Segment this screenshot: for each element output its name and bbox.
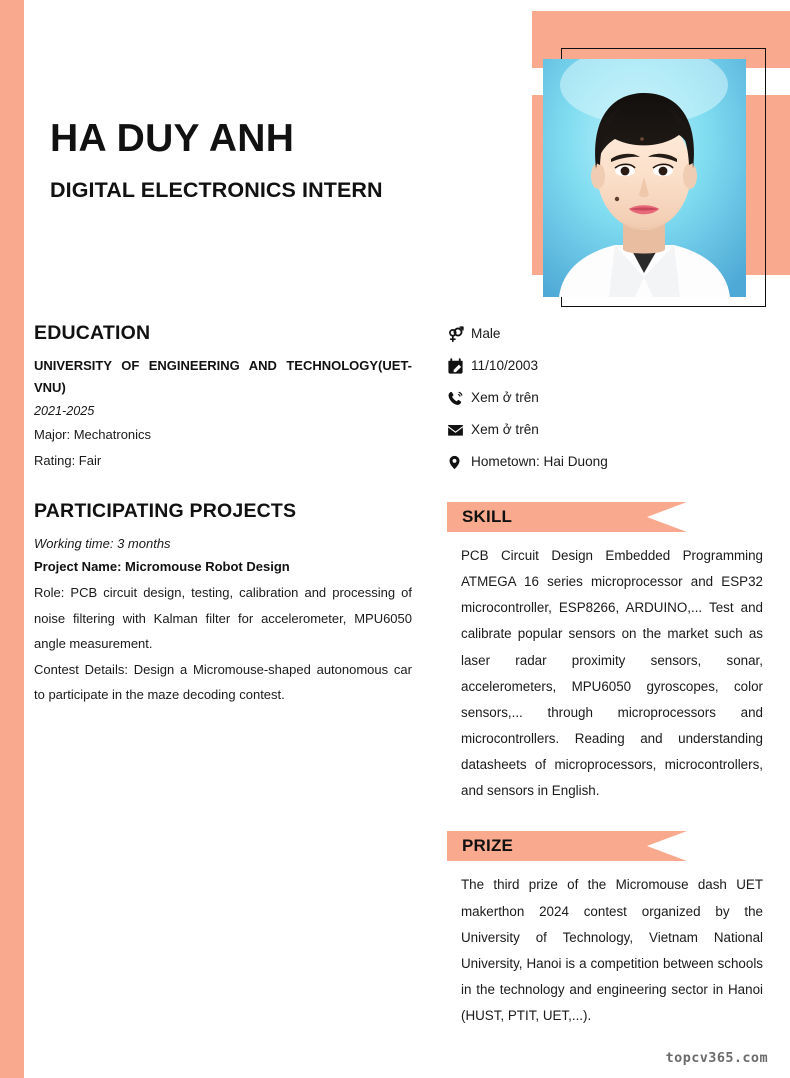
project-working-time: Working time: 3 months	[34, 536, 171, 552]
email-icon	[447, 422, 471, 439]
phone-icon	[447, 390, 471, 407]
projects-heading: PARTICIPATING PROJECTS	[34, 500, 297, 523]
section-spacer	[447, 804, 777, 831]
job-title: DIGITAL ELECTRONICS INTERN	[50, 178, 383, 202]
education-years: 2021-2025	[34, 403, 95, 418]
contact-value: 11/10/2003	[471, 357, 539, 373]
education-heading: EDUCATION	[34, 322, 151, 344]
portrait-photo-icon	[543, 59, 746, 297]
left-column	[34, 322, 412, 708]
location-icon	[447, 454, 471, 471]
contact-list	[447, 318, 777, 478]
watermark: topcv365.com	[665, 1050, 768, 1066]
contact-value: Hometown: Hai Duong	[471, 453, 608, 469]
contact-value: Xem ở trên	[471, 389, 539, 405]
education-organization: UNIVERSITY OF ENGINEERING AND TECHNOLOGY(UET-VNU)	[34, 358, 412, 396]
prize-heading: PRIZE	[462, 836, 514, 856]
skill-ribbon	[447, 502, 687, 532]
education-section	[34, 322, 412, 473]
avatar	[543, 59, 746, 297]
education-rating: Rating: Fair	[34, 452, 102, 468]
contact-item-email	[447, 414, 777, 446]
gender-icon	[447, 326, 471, 343]
project-role: Role: PCB circuit design, testing, calibration and processing of noise filtering with Kalman filter for accelerometer, MPU6050 angle measurement.	[34, 585, 412, 652]
contact-item-phone	[447, 382, 777, 414]
project-name: Project Name: Micromouse Robot Design	[34, 558, 290, 574]
prize-body: The third prize of the Micromouse dash UET makerthon 2024 contest organized by the University of Technology, Vietnam National University, Hanoi is a competition between schools in the technology and engineering sector in Hanoi (HUST, PTIT, UET,...).	[461, 877, 763, 1024]
education-major: Major: Mechatronics	[34, 427, 152, 443]
contact-item-hometown	[447, 446, 777, 478]
prize-section	[447, 831, 777, 1029]
page-title: HA DUY ANH	[50, 117, 295, 160]
projects-section	[34, 500, 412, 708]
skill-heading: SKILL	[462, 507, 513, 526]
contact-value: Xem ở trên	[471, 421, 539, 437]
left-accent-stripe	[0, 0, 24, 1078]
prize-ribbon	[447, 831, 687, 861]
project-contest-details: Contest Details: Design a Micromouse-shaped autonomous car to participate in the maze decoding contest.	[34, 661, 412, 703]
contact-item-birthdate	[447, 350, 777, 382]
calendar-icon	[447, 358, 471, 375]
contact-item-gender	[447, 318, 777, 350]
right-column	[447, 318, 777, 1029]
contact-value: Male	[471, 325, 501, 341]
skill-section	[447, 502, 777, 804]
section-spacer	[34, 473, 412, 500]
skill-body: PCB Circuit Design Embedded Programming ATMEGA 16 series microprocessor and ESP32 microcontroller, ESP8266, ARDUINO,... Test and calibrate popular sensors on the market such as laser radar proximity sensors, sonar, accelerometers, MPU6050 gyroscopes, color sensors,... through microprocessors and microcontrollers. Reading and understanding datasheets of microprocessors, microcontrollers, and sensors in English.	[461, 548, 763, 799]
